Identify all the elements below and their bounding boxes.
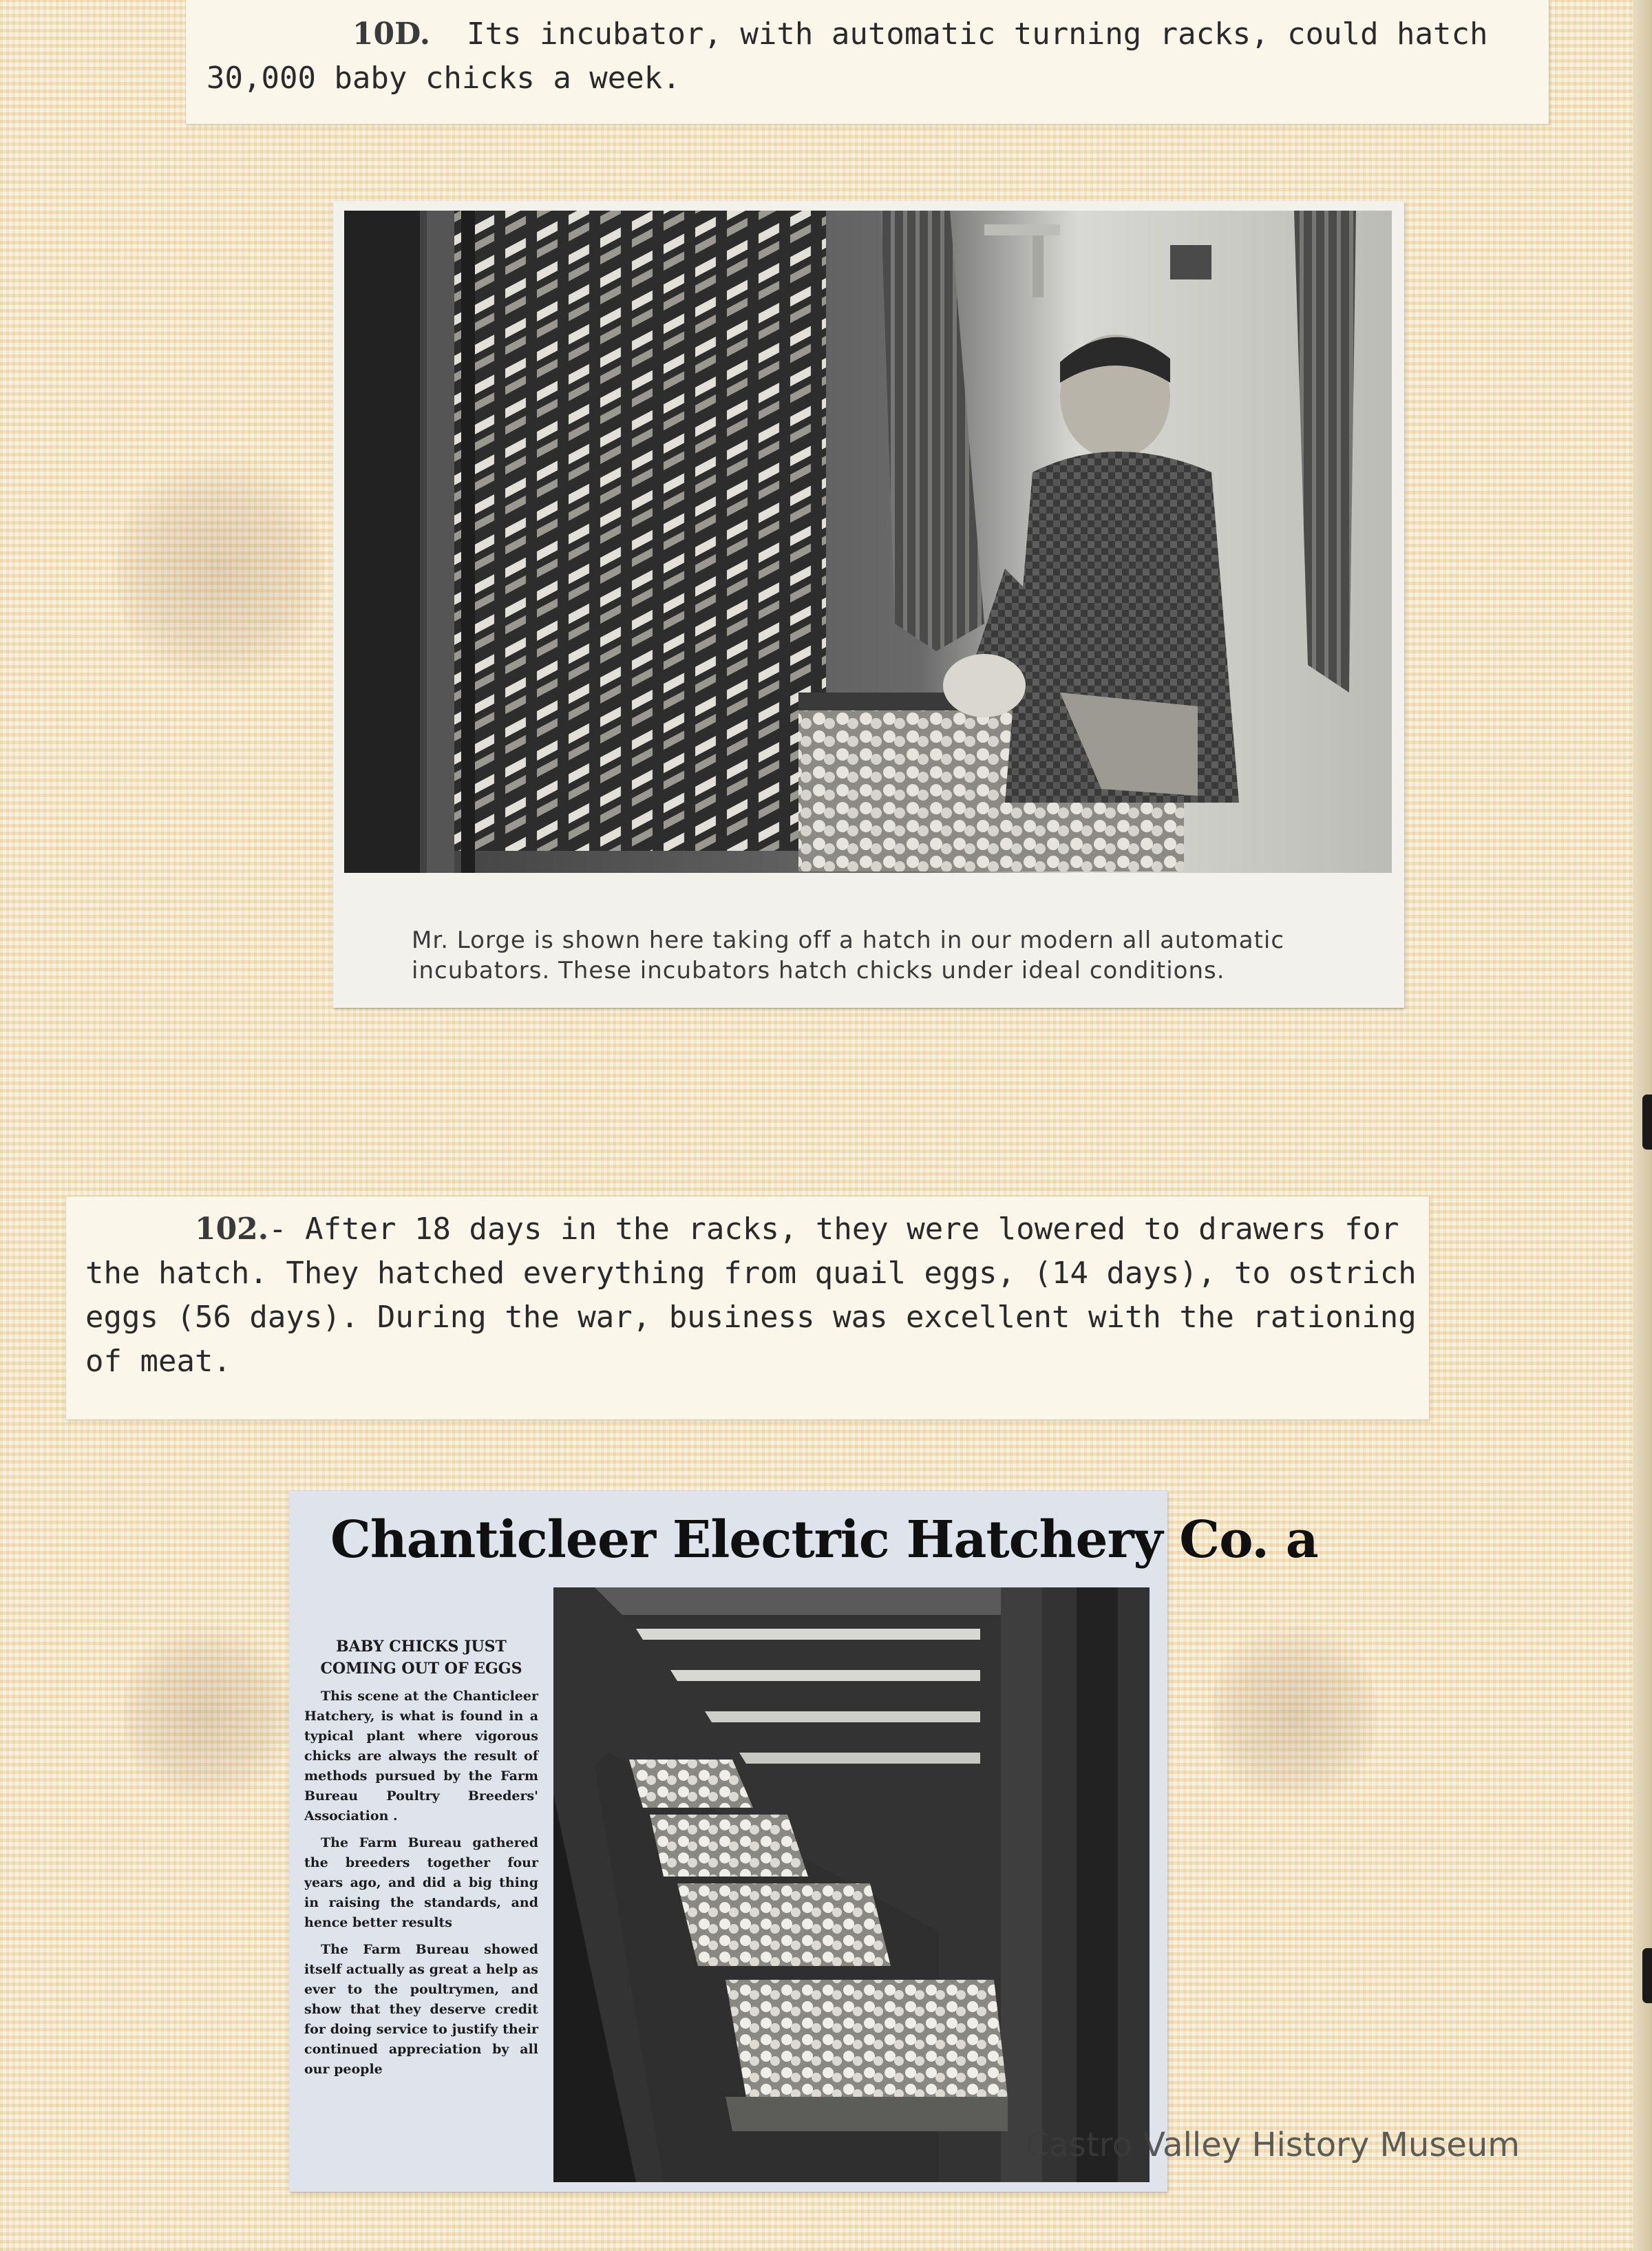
binder-hole xyxy=(1642,1095,1652,1150)
binder-hole xyxy=(1642,1948,1652,2003)
side-paragraph: The Farm Bureau showed itself actually as great a help as ever to the poultrymen, and show that they deserve credit for doing service to justify their continued appreciation by all our people xyxy=(304,1942,538,2077)
typed-label-102: 102.- After 18 days in the racks, they were lowered to drawers for the hatch. They hatched everything from quail eggs, (14 days), to ostrich eggs (56 days). During the war, business was excellent with the rationing of meat. xyxy=(66,1196,1429,1419)
side-paragraph: The Farm Bureau gathered the breeders together four years ago, and did a big thing in raising the standards, and hence better results xyxy=(304,1835,538,1930)
typed-label-10 xyxy=(186,0,1549,124)
hatchery-drawers-photo xyxy=(553,1587,1150,2182)
incubator-photo-clipping xyxy=(333,201,1404,1008)
incubator-photo xyxy=(344,211,1392,873)
label-number: 10D. xyxy=(352,17,431,52)
side-paragraph: This scene at the Chanticleer Hatchery, is what is found in a typical plant where vigorous chicks are always the result of methods pursued by the Farm Bureau Poultry Breeders' Association . xyxy=(304,1689,538,1824)
stain xyxy=(117,441,324,702)
clipping-headline: Chanticleer Electric Hatchery Co. a xyxy=(330,1510,1318,1570)
label-text: After 18 days in the racks, they were lowered to drawers for the hatch. They hatched everything from quail eggs, (14 days), to ostrich eggs (56 days). During the war, business was excellent with the rationing of meat. xyxy=(85,1212,1435,1379)
side-heading: BABY CHICKS JUST COMING OUT OF EGGS xyxy=(320,1638,522,1678)
clipping-side-column xyxy=(304,1636,538,2080)
stain xyxy=(124,1611,289,1817)
stain xyxy=(1211,1611,1377,1817)
label-number: 102. xyxy=(194,1212,269,1247)
photo-caption: Mr. Lorge is shown here taking off a hatch in our modern all automatic incubators. These incubators hatch chicks under ideal conditions. xyxy=(412,927,1285,984)
label-text: Its incubator, with automatic turning racks, could hatch 30,000 baby chicks a week. xyxy=(206,17,1506,96)
museum-watermark: Castro Valley History Museum xyxy=(1026,2126,1521,2164)
